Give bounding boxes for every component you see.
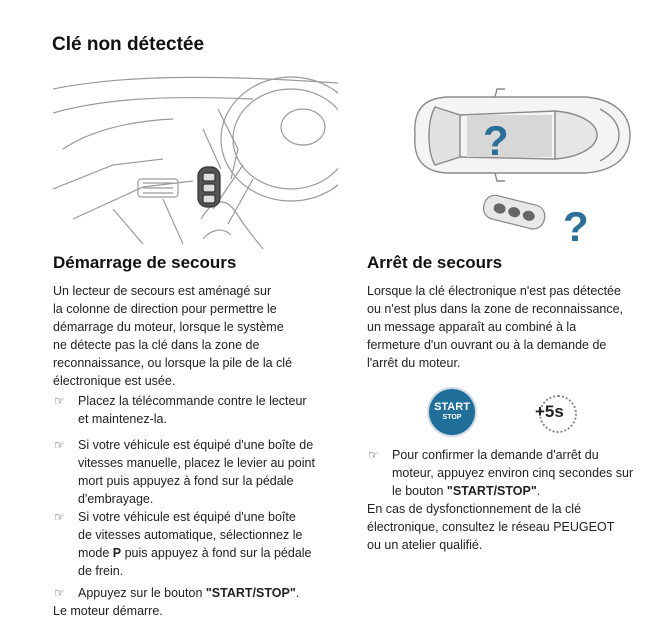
bullet-item: ☞ Pour confirmer la demande d'arrêt du moteur, appuyez environ cinq secondes sur le bouton "START/STOP". (368, 448, 634, 498)
malfunction-text: En cas de dysfonctionnement de la clé électronique, consultez le réseau PEUGEOT ou un atelier qualifié. (367, 502, 615, 552)
pointing-hand-icon: ☞ (368, 448, 379, 462)
emergency-stop-section (367, 253, 657, 554)
pointing-hand-icon: ☞ (54, 438, 65, 452)
engine-starts-text: Le moteur démarre. (53, 604, 163, 618)
steering-column-illustration (53, 69, 338, 249)
bullet-item: ☞ Placez la télécommande contre le lecteur et maintenez-la. (54, 394, 307, 426)
bullet-item: ☞ Si votre véhicule est équipé d'une boîte de vitesses automatique, sélectionnez le mode P puis appuyez à fond sur la pédale de frein. (54, 510, 312, 578)
emergency-start-section (53, 253, 353, 620)
bullet-item: ☞ Appuyez sur le bouton "START/STOP". (54, 586, 300, 600)
emergency-stop-heading: Arrêt de secours (367, 253, 503, 272)
pointing-hand-icon: ☞ (54, 510, 65, 524)
emergency-stop-intro: Lorsque la clé électronique n'est pas détectée ou n'est plus dans la zone de reconnaissance, un message apparaît au combiné à la fermeture d'un ouvrant ou à la demande de l'arrêt du moteur. (367, 284, 624, 370)
bullet-item: ☞ Si votre véhicule est équipé d'une boîte de vitesses manuelle, placez le levier au point mort puis appuyez à fond sur la pédale d'embrayage. (54, 438, 315, 506)
start-stop-button-icon: START STOP (429, 389, 475, 435)
question-mark-car: ? (483, 117, 509, 164)
pointing-hand-icon: ☞ (54, 586, 65, 600)
page-title: Clé non détectée (52, 34, 205, 55)
car-key-illustration (405, 85, 635, 245)
plus-five-seconds-icon: +5s (533, 395, 573, 435)
emergency-start-intro: Un lecteur de secours est aménagé sur la colonne de direction pour permettre le démarrage du moteur, lorsque le système ne détecte pas la clé dans la zone de reconnaissance, ou lorsque la pile de la clé électronique est usée. (53, 284, 293, 388)
question-mark-key: ? (563, 203, 589, 245)
emergency-start-heading: Démarrage de secours (53, 253, 237, 272)
start-stop-badges (367, 386, 657, 438)
pointing-hand-icon: ☞ (54, 394, 65, 408)
